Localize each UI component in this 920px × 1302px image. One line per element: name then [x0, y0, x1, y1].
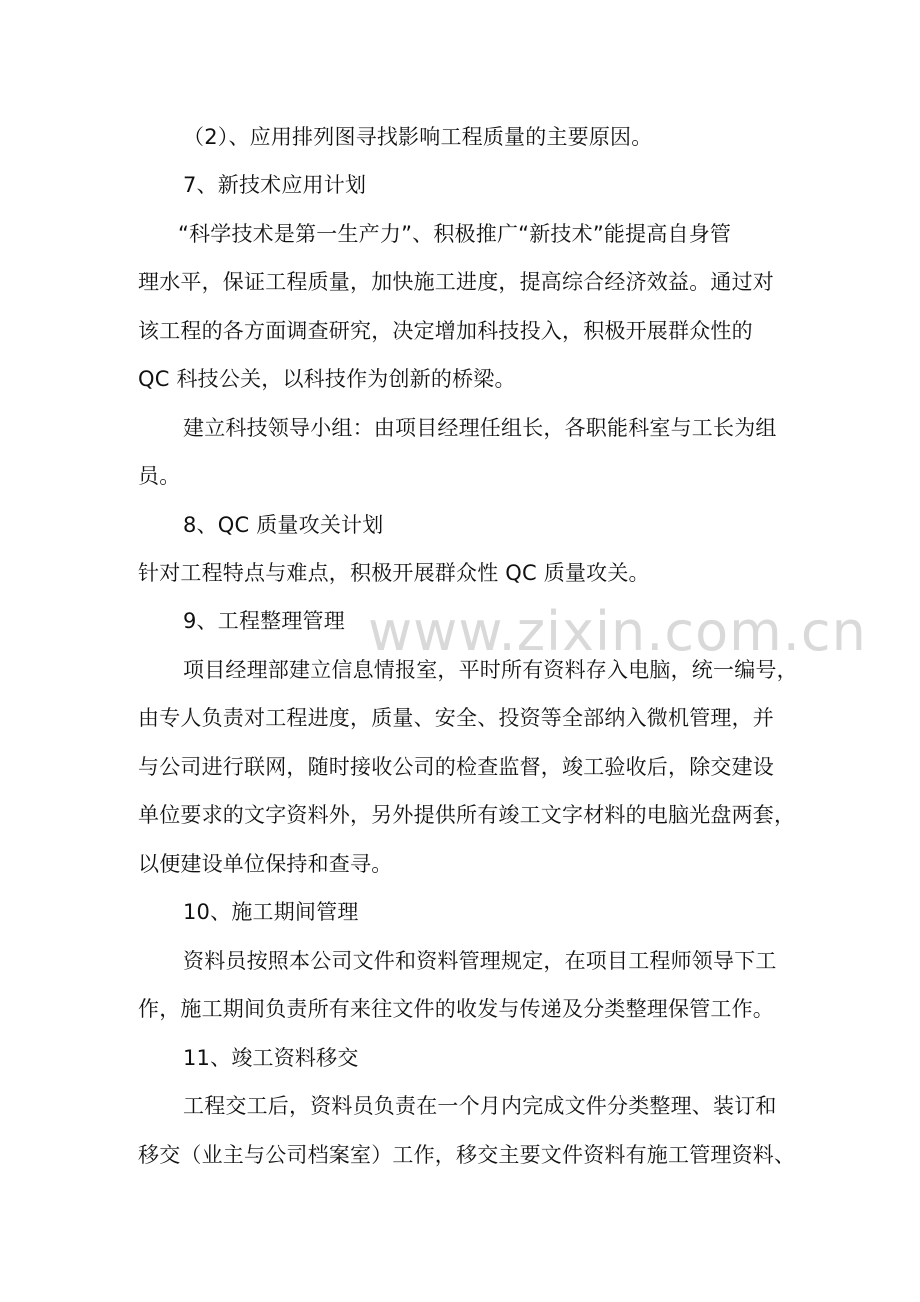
section-heading-11: 11、竣工资料移交 [183, 1046, 359, 1070]
watermark-text: www.zixin.com.cn [368, 600, 867, 663]
paragraph-line: 员。 [138, 464, 181, 488]
paragraph-line: 理水平，保证工程质量，加快施工进度，提高综合经济效益。通过对 [138, 270, 774, 294]
paragraph-line: 建立科技领导小组：由项目经理任组长，各职能科室与工长为组 [183, 416, 777, 440]
paragraph-line: 由专人负责对工程进度，质量、安全、投资等全部纳入微机管理，并 [138, 706, 774, 730]
paragraph-line: 以便建设单位保持和查寻。 [138, 852, 393, 876]
paragraph-line: 作，施工期间负责所有来往文件的收发与传递及分类整理保管工作。 [138, 997, 774, 1021]
paragraph-line: QC 科技公关，以科技作为创新的桥梁。 [138, 367, 516, 391]
paragraph-line: 单位要求的文字资料外，另外提供所有竣工文字材料的电脑光盘两套， [138, 803, 796, 827]
paragraph-line: 移交（业主与公司档案室）工作，移交主要文件资料有施工管理资料、 [138, 1143, 796, 1167]
paragraph-line: 该工程的各方面调查研究，决定增加科技投入，积极开展群众性的 [138, 319, 753, 343]
paragraph-line: 项目经理部建立信息情报室，平时所有资料存入电脑，统一编号， [183, 658, 798, 682]
section-heading-7: 7、新技术应用计划 [183, 173, 367, 197]
paragraph-line: “科学技术是第一生产力”、积极推广“新技术”能提高自身管 [178, 222, 732, 246]
paragraph-line: 资料员按照本公司文件和资料管理规定，在项目工程师领导下工 [183, 949, 777, 973]
section-heading-10: 10、施工期间管理 [183, 900, 359, 924]
paragraph-line: 针对工程特点与难点，积极开展群众性 QC 质量攻关。 [138, 561, 650, 585]
section-heading-8: 8、QC 质量攻关计划 [183, 513, 384, 537]
list-item-2-statistics: （2）、应用排列图寻找影响工程质量的主要原因。 [183, 125, 653, 149]
paragraph-line: 与公司进行联网，随时接收公司的检查监督，竣工验收后，除交建设 [138, 755, 774, 779]
section-heading-9: 9、工程整理管理 [183, 609, 345, 633]
paragraph-line: 工程交工后，资料员负责在一个月内完成文件分类整理、装订和 [183, 1094, 777, 1118]
